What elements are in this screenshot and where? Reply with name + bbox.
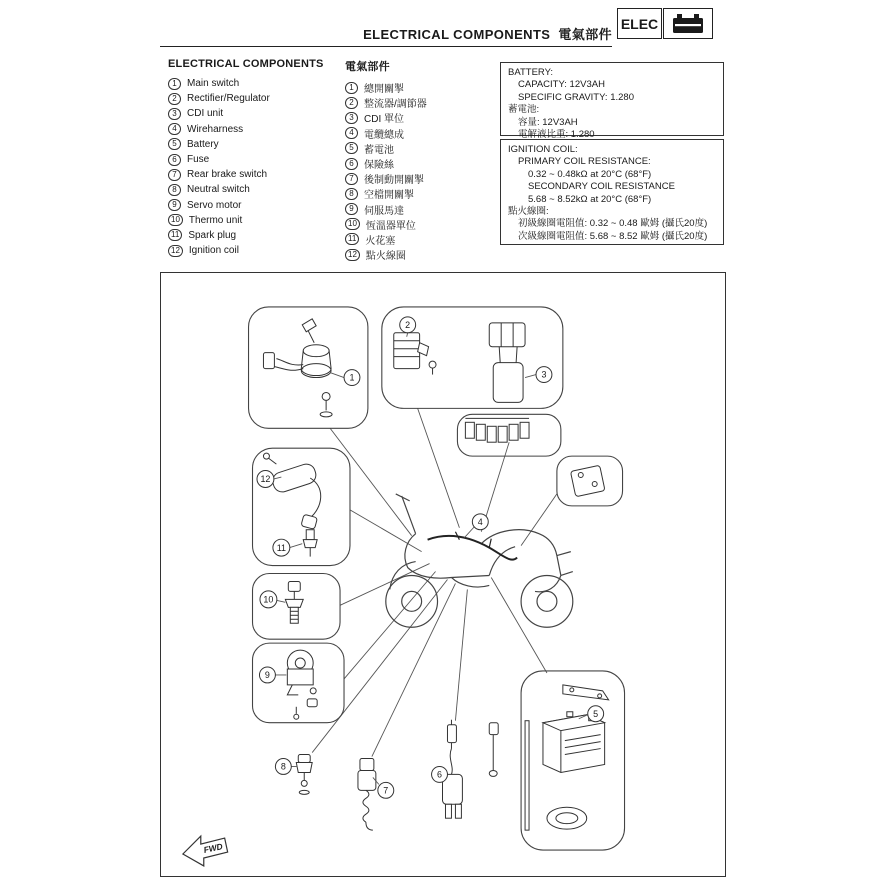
- legend-chinese: [345, 58, 495, 262]
- item-label: 蓄電池: [364, 144, 394, 156]
- item-label: Rear brake switch: [187, 169, 268, 181]
- secondary-resistance-label: SECONDARY COIL RESISTANCE: [528, 181, 675, 193]
- item-number-badge: 9: [345, 203, 358, 215]
- legend-item: [168, 152, 343, 167]
- legend-english: [168, 58, 343, 258]
- item-label: 點火線圈: [365, 251, 406, 263]
- secondary-resistance-zh: 次級線圈電阻值: 5.68 ~ 8.52 歐姆 (攝氏20度): [518, 230, 708, 242]
- item-label: Rectifier/Regulator: [187, 93, 270, 105]
- battery-icon: [665, 10, 711, 37]
- battery-illustration: [543, 685, 609, 773]
- item-label: 伺服馬達: [364, 205, 404, 217]
- rectifier-illustration: [394, 333, 436, 375]
- svg-text:10: 10: [263, 594, 274, 605]
- item-number-badge: 2: [345, 97, 358, 109]
- legend-item: [345, 171, 495, 186]
- legend-item: [168, 137, 343, 152]
- item-label: 總開關掣: [364, 84, 404, 96]
- item-number-badge: 11: [345, 233, 359, 245]
- legend-item: [168, 228, 343, 243]
- chapter-tab-elec: ELEC: [617, 8, 662, 39]
- primary-resistance-zh: 初級線圈電阻值: 0.32 ~ 0.48 歐姆 (攝氏20度): [518, 218, 708, 230]
- svg-text:8: 8: [280, 761, 286, 772]
- svg-text:11: 11: [276, 542, 286, 553]
- item-number-badge: 11: [168, 229, 182, 241]
- ignition-spec-title: IGNITION COIL:: [508, 144, 578, 155]
- battery-spec-title: BATTERY:: [508, 67, 554, 78]
- fwd-label: FWD: [202, 841, 224, 855]
- item-label: 整流器/調節器: [364, 99, 427, 111]
- legend-list-en: [168, 76, 343, 258]
- legend-heading-zh: 電氣部件: [345, 61, 390, 73]
- callout-3: [536, 367, 552, 383]
- legend-item: [345, 202, 495, 217]
- legend-list-zh: [345, 80, 495, 262]
- callout-9: [259, 667, 275, 683]
- legend-heading-en: ELECTRICAL COMPONENTS: [168, 58, 324, 70]
- callout-8: [275, 759, 291, 775]
- legend-item: [168, 76, 343, 91]
- item-number-badge: 10: [345, 218, 360, 230]
- legend-item: [168, 243, 343, 258]
- main-switch-illustration: [263, 319, 332, 417]
- item-number-badge: 12: [345, 249, 360, 261]
- item-label: Ignition coil: [188, 245, 239, 257]
- item-label: 恆溫器單位: [365, 220, 416, 232]
- callout-7: [378, 782, 394, 798]
- item-number-badge: 6: [168, 154, 181, 166]
- svg-text:7: 7: [383, 785, 389, 796]
- item-label: 空檔開關掣: [364, 190, 414, 202]
- cdi-unit-illustration: [489, 323, 525, 403]
- legend-item: [168, 122, 343, 137]
- item-label: 火花塞: [365, 235, 396, 247]
- spark-plug-illustration: [303, 530, 317, 557]
- battery-spec-title-zh: 蓄電池:: [508, 104, 540, 116]
- item-label: 後制動開關掣: [364, 175, 424, 187]
- page-title-zh: 電氣部件: [558, 27, 612, 42]
- svg-text:3: 3: [541, 369, 547, 380]
- item-label: Thermo unit: [188, 214, 243, 226]
- item-number-badge: 8: [168, 184, 181, 196]
- item-number-badge: 12: [168, 245, 183, 257]
- legend-item: [168, 91, 343, 106]
- legend-item: [168, 106, 343, 121]
- legend-item: [168, 213, 343, 228]
- ignition-coil-spec-box: [500, 139, 724, 245]
- legend-item: [345, 232, 495, 247]
- item-label: Servo motor: [187, 199, 242, 211]
- legend-item: [345, 141, 495, 156]
- item-label: Fuse: [187, 154, 210, 166]
- thermo-unit-illustration: [285, 581, 303, 623]
- item-label: CDI 單位: [364, 114, 404, 126]
- legend-item: [345, 186, 495, 201]
- item-number-badge: 1: [345, 82, 358, 94]
- battery-gravity-zh: 電解液比重: 1.280: [518, 129, 595, 141]
- rear-brake-switch-illustration: [358, 759, 376, 831]
- page-title-en: ELECTRICAL COMPONENTS: [363, 27, 551, 42]
- item-number-badge: 5: [168, 138, 181, 150]
- callout-2: [400, 317, 416, 333]
- battery-spec-box: [500, 62, 724, 141]
- callout-1: [344, 370, 360, 386]
- item-label: 保險絲: [364, 160, 394, 172]
- item-label: Main switch: [187, 78, 240, 90]
- battery-capacity: CAPACITY: 12V3AH: [518, 79, 605, 91]
- page-title: [363, 24, 612, 43]
- battery-gravity: SPECIFIC GRAVITY: 1.280: [518, 91, 634, 103]
- item-label: CDI unit: [187, 108, 224, 120]
- callout-11: [273, 539, 290, 556]
- ignition-coil-illustration: [263, 453, 320, 529]
- legend-item: [345, 217, 495, 232]
- item-number-badge: 10: [168, 214, 183, 226]
- item-number-badge: 1: [168, 78, 181, 90]
- item-number-badge: 4: [168, 123, 181, 135]
- chapter-icon-box: [663, 8, 713, 39]
- harness-bracket-illustration: [570, 465, 605, 497]
- item-label: Spark plug: [188, 229, 237, 241]
- wireharness-illustration: [428, 532, 518, 560]
- title-divider: [160, 46, 612, 47]
- callout-5: [588, 706, 604, 722]
- item-number-badge: 7: [168, 169, 181, 181]
- legend-item: [345, 110, 495, 125]
- svg-text:6: 6: [437, 769, 443, 780]
- components-diagram: [161, 273, 724, 875]
- svg-text:2: 2: [405, 320, 411, 331]
- legend-item: [168, 198, 343, 213]
- secondary-resistance-value: 5.68 ~ 8.52kΩ at 20°C (68°F): [528, 193, 652, 205]
- cdi-connector-illustration: [465, 418, 529, 442]
- svg-text:4: 4: [477, 516, 483, 527]
- callout-6: [432, 766, 448, 782]
- legend-item: [345, 126, 495, 141]
- callout-10: [260, 591, 277, 608]
- svg-text:1: 1: [349, 372, 355, 383]
- item-number-badge: 7: [345, 173, 358, 185]
- svg-text:5: 5: [593, 708, 599, 719]
- ignition-spec-title-zh: 點火線圈:: [508, 206, 549, 218]
- legend-item: [345, 80, 495, 95]
- svg-text:12: 12: [260, 474, 271, 485]
- item-label: Neutral switch: [187, 184, 250, 196]
- battery-capacity-zh: 容量: 12V3AH: [518, 116, 578, 128]
- components-diagram-frame: [160, 272, 726, 877]
- legend-item: [168, 167, 343, 182]
- battery-gasket-illustration: [547, 807, 587, 829]
- svg-text:9: 9: [264, 670, 270, 681]
- legend-item: [345, 247, 495, 262]
- callout-ticks: [273, 333, 587, 785]
- primary-resistance-value: 0.32 ~ 0.48kΩ at 20°C (68°F): [528, 168, 652, 180]
- item-number-badge: 6: [345, 158, 358, 170]
- fwd-arrow: [183, 836, 228, 866]
- legend-item: [345, 95, 495, 110]
- primary-resistance-label: PRIMARY COIL RESISTANCE:: [518, 156, 651, 168]
- item-label: Battery: [187, 138, 219, 150]
- breather-tube-illustration: [525, 721, 529, 830]
- servo-motor-illustration: [287, 650, 317, 719]
- callout-4: [472, 514, 488, 530]
- item-number-badge: 2: [168, 93, 181, 105]
- legend-item: [345, 156, 495, 171]
- item-label: Wireharness: [187, 123, 244, 135]
- item-number-badge: 5: [345, 142, 358, 154]
- sensor-lead-illustration: [489, 723, 498, 777]
- item-number-badge: 8: [345, 188, 358, 200]
- legend-item: [168, 182, 343, 197]
- item-number-badge: 9: [168, 199, 181, 211]
- callout-12: [257, 471, 274, 488]
- item-label: 電纜總成: [364, 129, 404, 141]
- neutral-switch-illustration: [296, 755, 312, 795]
- item-number-badge: 4: [345, 127, 358, 139]
- item-number-badge: 3: [345, 112, 358, 124]
- item-number-badge: 3: [168, 108, 181, 120]
